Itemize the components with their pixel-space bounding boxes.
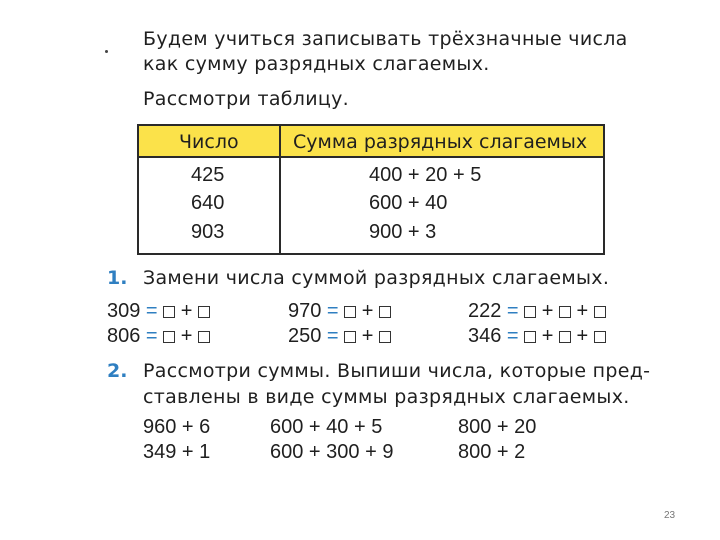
intro-line-1: Будем учиться записывать трёхзначные числа [143,28,628,50]
exercise-item: 806 = + [107,325,210,348]
task-2-text-line-1: Рассмотри суммы. Выпиши числа, которые пред- [143,360,651,382]
answer-box[interactable] [379,331,391,343]
exercise-number: 309 [107,300,141,322]
table-cell-number: 903 [191,221,225,243]
exercise-item: 346 = + + [468,325,606,348]
table-cell-sum: 600 + 40 [369,192,448,214]
table-cell-number: 640 [191,192,225,214]
table-cell-sum: 400 + 20 + 5 [369,164,482,186]
answer-box[interactable] [594,306,606,318]
exercise-number: 250 [288,325,322,347]
equals-sign: = [321,300,345,322]
exercise-number: 222 [468,300,502,322]
task-1-text: Замени числа суммой разрядных слагаемых. [143,267,610,289]
sum-expression: 800 + 2 [458,441,526,463]
exercise-number: 806 [107,325,141,347]
exercise-item: 309 = + [107,300,210,323]
exercise-number: 346 [468,325,502,347]
answer-box[interactable] [594,331,606,343]
table-header-sum: Сумма разрядных слагаемых [293,131,588,153]
equals-sign: = [501,325,525,347]
table-header-number: Число [179,131,239,153]
sum-expression: 600 + 40 + 5 [270,416,383,438]
exercise-item: 970 = + [288,300,391,323]
answer-box[interactable] [559,331,571,343]
answer-box[interactable] [379,306,391,318]
exercise-number: 970 [288,300,322,322]
answer-box[interactable] [344,306,356,318]
task-2-number: 2. [107,360,128,382]
table-cell-number: 425 [191,164,225,186]
answer-box[interactable] [344,331,356,343]
table-cell-sum: 900 + 3 [369,221,437,243]
sum-expression: 600 + 300 + 9 [270,441,394,463]
answer-box[interactable] [163,331,175,343]
answer-box[interactable] [559,306,571,318]
page-number: 23 [664,510,676,521]
equals-sign: = [501,300,525,322]
sum-expression: 960 + 6 [143,416,211,438]
answer-box[interactable] [524,331,536,343]
sum-expression: 800 + 20 [458,416,537,438]
intro-line-2: как сумму разрядных слагаемых. [143,53,490,75]
task-1-number: 1. [107,267,128,289]
margin-dot [105,50,108,53]
intro-line-3: Рассмотри таблицу. [143,88,350,110]
answer-box[interactable] [163,306,175,318]
answer-box[interactable] [198,306,210,318]
task-2-text-line-2: ставлены в виде суммы разрядных слагаемых. [143,386,630,408]
table-column-divider [279,126,281,253]
exercise-item: 222 = + + [468,300,606,323]
equals-sign: = [140,325,164,347]
sum-expression: 349 + 1 [143,441,211,463]
place-value-table [137,124,605,255]
equals-sign: = [321,325,345,347]
answer-box[interactable] [198,331,210,343]
exercise-item: 250 = + [288,325,391,348]
equals-sign: = [140,300,164,322]
answer-box[interactable] [524,306,536,318]
